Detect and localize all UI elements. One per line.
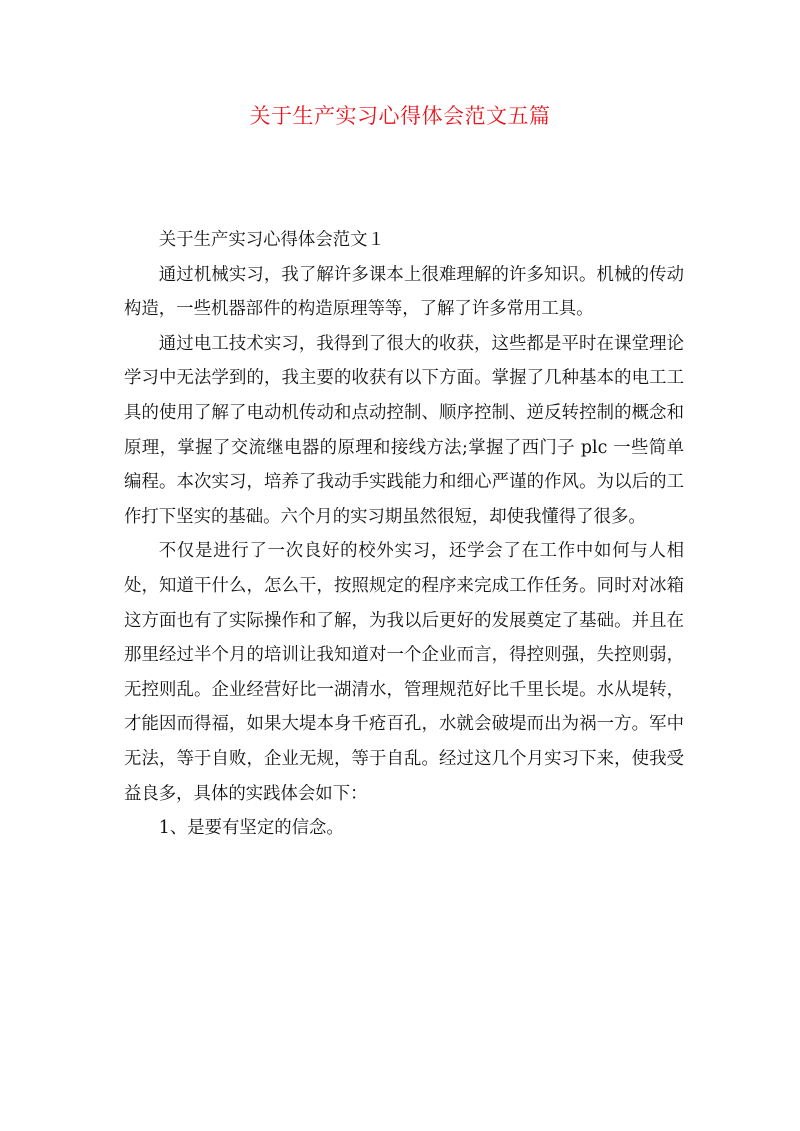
paragraph: 不仅是进行了一次良好的校外实习，还学会了在工作中如何与人相处，知道干什么，怎么干，按照规定的程序来完成工作任务。同时对冰箱这方面也有了实际操作和了解，为我以后更好的发展奠定了基础。并且在那里经过半个月的培训让我知道对一个企业而言，得控则强，失控则弱，无控则乱。企业经营好比一湖清水，管理规范好比千里长堤。水从堤转，才能因而得福，如果大堤本身千疮百孔，水就会破堤而出为祸一方。军中无法，等于自败，企业无规，等于自乱。经过这几个月实习下来，使我受益良多，具体的实践体会如下： <box>124 541 684 804</box>
document-body <box>124 223 684 846</box>
paragraph: 通过电工技术实习，我得到了很大的收获，这些都是平时在课堂理论学习中无法学到的，我主要的收获有以下方面。掌握了几种基本的电工工具的使用了解了电动机传动和点动控制、顺序控制、逆反转控制的概念和原理，掌握了交流继电器的原理和接线方法;掌握了西门子 plc 一些简单编程。本次实习，培养了我动手实践能力和细心严谨的作风。为以后的工作打下坚实的基础。六个月的实习期虽然很短，却使我懂得了很多。 <box>124 333 684 527</box>
paragraph: 通过机械实习，我了解许多课本上很难理解的许多知识。机械的传动构造，一些机器部件的构造原理等等，了解了许多常用工具。 <box>124 264 684 320</box>
section-heading: 关于生产实习心得体会范文１ <box>158 230 385 250</box>
paragraph: 1、是要有坚定的信念。 <box>158 818 344 839</box>
document-title: 关于生产实习心得体会范文五篇 <box>249 104 551 128</box>
